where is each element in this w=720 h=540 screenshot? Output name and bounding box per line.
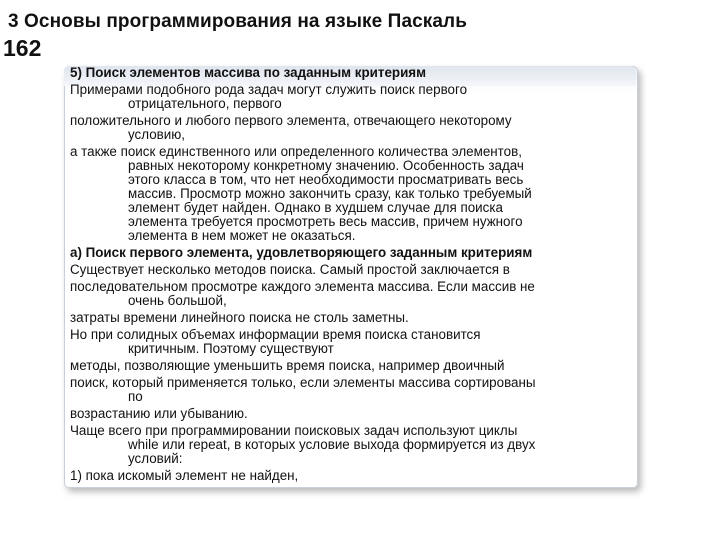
- paragraph-large-volumes: [70, 328, 636, 356]
- paragraph-methods: [70, 263, 636, 277]
- text-line: равных некоторому конкретному значению. Особенность задач: [128, 158, 524, 173]
- paragraph-single-search: [70, 145, 636, 243]
- paragraph-linear-cost: [70, 311, 636, 325]
- paragraph-sequential: [70, 280, 636, 308]
- paragraph-binary: [70, 359, 636, 373]
- text-line: критичным. Поэтому существуют: [128, 341, 334, 356]
- section-heading-search: 5) Поиск элементов массива по заданным критериям: [70, 65, 427, 80]
- chapter-title: 3 Основы программирования на языке Паскаль: [8, 11, 468, 32]
- text-line: Примерами подобного рода задач могут служить поиск первого: [70, 82, 468, 97]
- text-line: элемент будет найден. Однако в худшем случае для поиска: [128, 200, 503, 215]
- paragraph-positive: [70, 114, 636, 142]
- text-line: условий:: [128, 451, 183, 466]
- text-line: массив. Просмотр можно закончить сразу, как только требуемый: [128, 186, 532, 201]
- text-line: отрицательного, первого: [128, 96, 282, 111]
- section-heading-first-element: а) Поиск первого элемента, удовлетворяющего заданным критериям: [70, 245, 533, 260]
- text-line: последовательном просмотре каждого элемента массива. Если массив не: [70, 279, 535, 294]
- text-line: а также поиск единственного или определенного количества элементов,: [70, 144, 522, 159]
- content-text: [70, 66, 636, 486]
- text-line: положительного и любого первого элемента, отвечающего некоторому: [70, 113, 512, 128]
- text-line: возрастанию или убыванию.: [70, 406, 248, 421]
- text-line: while или repeat, в которых условие выхода формируется из двух: [128, 437, 536, 452]
- paragraph-examples: [70, 83, 636, 111]
- paragraph-sorted: [70, 376, 636, 404]
- text-line: этого класса в том, что нет необходимости просматривать весь: [128, 172, 524, 187]
- text-line: элемента требуется просмотреть весь массив, причем нужного: [128, 214, 523, 229]
- panel-fade: [64, 486, 644, 540]
- text-line: затраты времени линейного поиска не столь заметны.: [70, 310, 409, 325]
- list-item: 1) пока искомый элемент не найден,: [70, 468, 299, 483]
- text-line: Чаще всего при программировании поисковых задач используют циклы: [70, 423, 518, 438]
- text-line: по: [128, 389, 143, 404]
- text-line: Существует несколько методов поиска. Самый простой заключается в: [70, 262, 510, 277]
- text-line: Но при солидных объемах информации время поиска становится: [70, 327, 481, 342]
- paragraph-order: [70, 407, 636, 421]
- page-number: 162: [3, 35, 42, 61]
- text-line: поиск, который применяется только, если элементы массива сортированы: [70, 375, 536, 390]
- paragraph-loops: [70, 424, 636, 466]
- text-line: методы, позволяющие уменьшить время поиска, например двоичный: [70, 358, 505, 373]
- text-line: условию,: [128, 127, 186, 142]
- text-line: очень большой,: [128, 293, 227, 308]
- text-line: элемента в нем может не оказаться.: [128, 228, 356, 243]
